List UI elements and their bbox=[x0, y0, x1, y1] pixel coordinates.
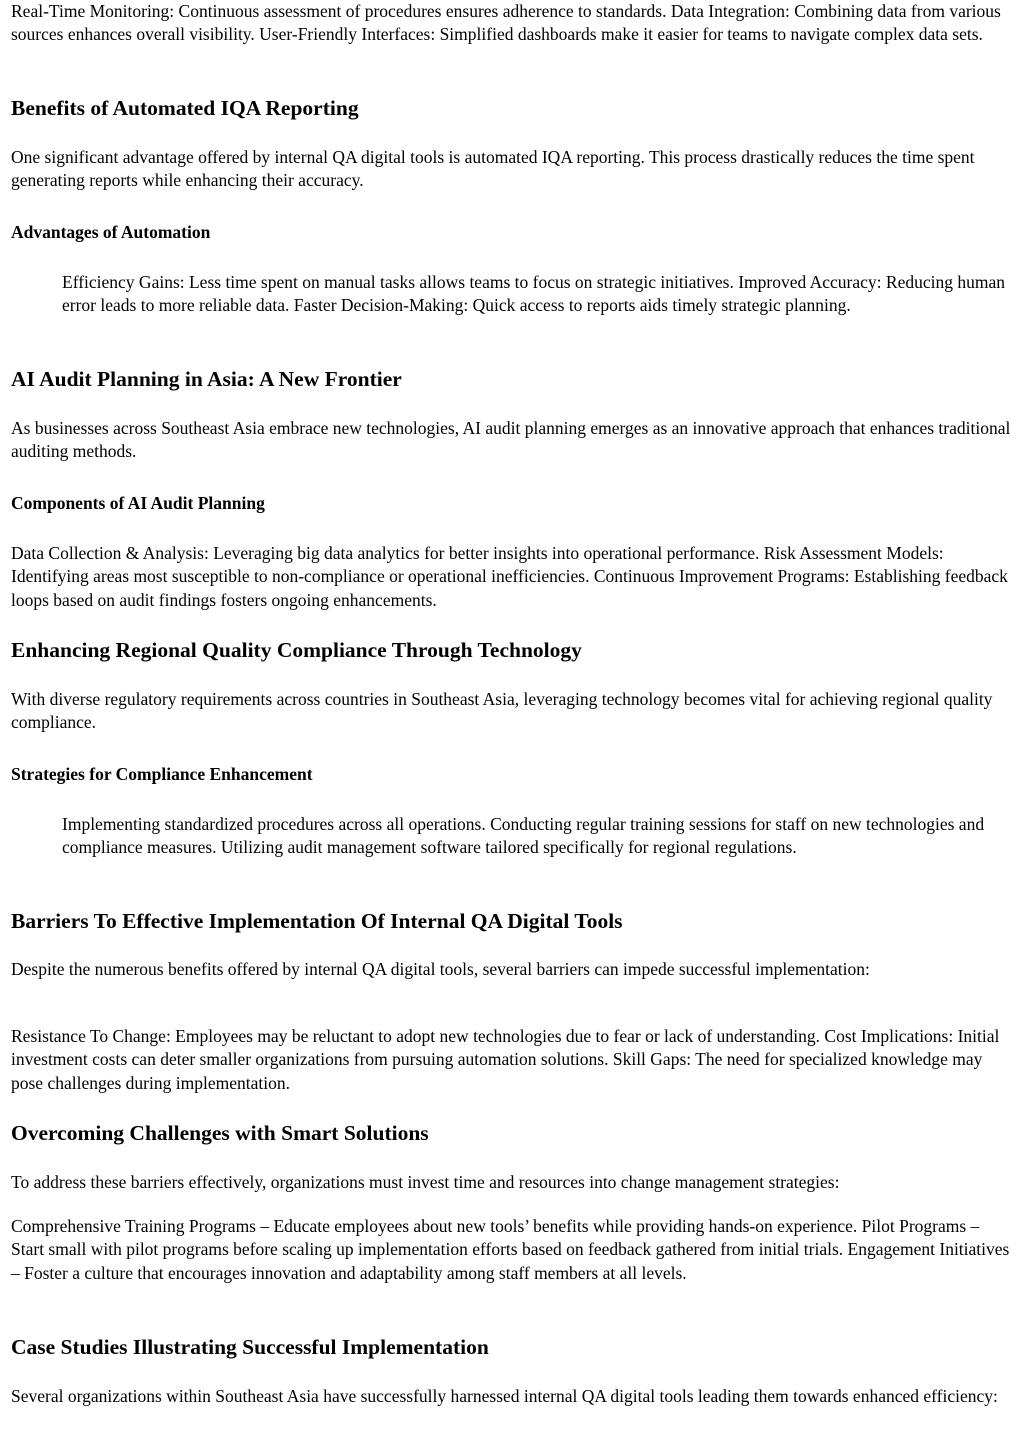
barriers-paragraph: Despite the numerous benefits offered by internal QA digital tools, several barriers can impede successful implementation: bbox=[11, 959, 870, 979]
components-paragraph: Data Collection & Analysis: Leveraging big data analytics for better insights into operational performance. Risk Assessment Models: Identifying areas most susceptible to non-compliance or operational inefficiencies. Continuous Improvement Programs: Establishing feedback loops based on audit findings fosters ongoing enhancements. bbox=[11, 543, 1008, 610]
strategies-paragraph: Implementing standardized procedures across all operations. Conducting regular training sessions for staff on new technologies and compliance measures. Utilizing audit management software tailored specifically for regional regulations. bbox=[62, 814, 985, 858]
benefits-paragraph: One significant advantage offered by internal QA digital tools is automated IQA reporting. This process drastically reduces the time spent generating reports while enhancing their accuracy. bbox=[11, 147, 975, 191]
case-studies-paragraph: Several organizations within Southeast Asia have successfully harnessed internal QA digital tools leading them towards enhanced efficiency: bbox=[11, 1386, 998, 1406]
heading-ai-audit: AI Audit Planning in Asia: A New Frontier bbox=[11, 367, 402, 391]
subheading-strategies: Strategies for Compliance Enhancement bbox=[11, 764, 313, 784]
ai-audit-paragraph: As businesses across Southeast Asia embrace new technologies, AI audit planning emerges as an innovative approach that enhances traditional auditing methods. bbox=[11, 418, 1011, 462]
regional-paragraph: With diverse regulatory requirements across countries in Southeast Asia, leveraging technology becomes vital for achieving regional quality compliance. bbox=[11, 689, 993, 733]
overcoming-paragraph: To address these barriers effectively, organizations must invest time and resources into change management strategies: bbox=[11, 1172, 840, 1192]
heading-overcoming: Overcoming Challenges with Smart Solutions bbox=[11, 1121, 429, 1145]
intro-paragraph: Real-Time Monitoring: Continuous assessment of procedures ensures adherence to standards. Data Integration: Combining data from various sources enhances overall visibility. User-Friendly Interfaces: Simplified dashboards make it easier for teams to navigate complex data sets. bbox=[11, 1, 1001, 45]
heading-benefits: Benefits of Automated IQA Reporting bbox=[11, 96, 359, 120]
heading-barriers: Barriers To Effective Implementation Of Internal QA Digital Tools bbox=[11, 909, 623, 933]
barriers-list-paragraph: Resistance To Change: Employees may be reluctant to adopt new technologies due to fear or lack of understanding. Cost Implications: Initial investment costs can deter smaller organizations from pursuing automation solutions. Skill Gaps: The need for specialized knowledge may pose challenges during implementation. bbox=[11, 1026, 1000, 1093]
heading-case-studies: Case Studies Illustrating Successful Implementation bbox=[11, 1335, 489, 1359]
overcoming-list-paragraph: Comprehensive Training Programs – Educate employees about new tools’ benefits while providing hands-on experience. Pilot Programs – Start small with pilot programs before scaling up implementation efforts based on feedback gathered from initial trials. Engagement Initiatives – Foster a culture that encourages innovation and adaptability among staff members at all levels. bbox=[11, 1216, 1010, 1283]
subheading-advantages: Advantages of Automation bbox=[11, 222, 211, 242]
advantages-paragraph: Efficiency Gains: Less time spent on manual tasks allows teams to focus on strategic initiatives. Improved Accuracy: Reducing human error leads to more reliable data. Faster Decision-Making: Quick access to reports aids timely strategic planning. bbox=[62, 272, 1005, 316]
subheading-components: Components of AI Audit Planning bbox=[11, 493, 265, 513]
heading-regional: Enhancing Regional Quality Compliance Through Technology bbox=[11, 638, 582, 662]
